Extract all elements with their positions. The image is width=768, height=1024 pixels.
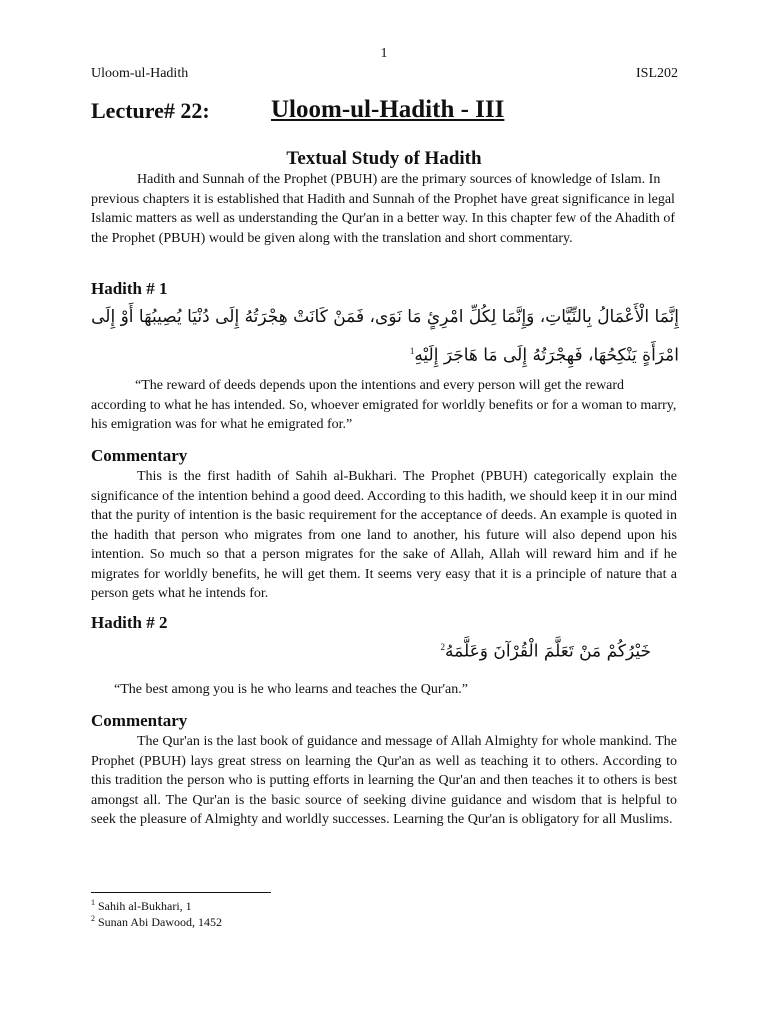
- lecture-heading: [91, 96, 681, 128]
- hadith-2-arabic-text: خَيْرُكُمْ مَنْ تَعَلَّمَ الْقُرْآنَ وَعَلَّمَهُ: [445, 641, 651, 662]
- hadith-2-heading: Hadith # 2: [91, 613, 168, 632]
- footnote-2-mark: 2: [91, 914, 95, 923]
- hadith-1-translation: “The reward of deeds depends upon the intentions and every person will get the reward according to what he has intended. So, whoever emigrated for worldly benefits or for a woman to marry, his emigration was for what he emigrated for.”: [91, 378, 677, 432]
- hadith-2-commentary-heading: Commentary: [91, 711, 188, 730]
- footnote-1-text: Sahih al-Bukhari, 1: [98, 899, 192, 913]
- hadith-1-commentary: This is the first hadith of Sahih al-Bukhari. The Prophet (PBUH) categorically explain the significance of the intention behind a good deed. According to this hadith, we should keep it in our mind that the purity of intention is the basic requirement for the acceptance of deeds. An example is quoted in the hadith that person who migrates from one land to another, his future will also depend upon his intention. So much so that a person migrates for the sake of Allah, Allah will reward him and if he migrates for worldly benefits, he will get them. It seems very easy that it is a principle of nature that a person gets what he intends for.: [91, 469, 677, 601]
- footnote-1-mark: 1: [91, 898, 95, 907]
- hadith-1-arabic: [91, 300, 679, 373]
- page-number: 1: [380, 46, 388, 61]
- lecture-title: Uloom-ul-Hadith - III: [271, 96, 505, 123]
- hadith-1-commentary-heading: Commentary: [91, 446, 188, 465]
- footnote-ref-2: 2: [440, 642, 446, 652]
- lecture-number: Lecture# 22:: [91, 98, 210, 123]
- hadith-2-translation: “The best among you is he who learns and teaches the Qur'an.”: [114, 682, 468, 697]
- footnote-2: [91, 914, 222, 930]
- hadith-1-arabic-text: إِنَّمَا الْأَعْمَالُ بِالنِّيَّاتِ، وَإِنَّمَا لِكُلِّ امْرِئٍ مَا نَوَى، فَمَنْ كَانَتْ هِجْرَتُهُ إِلَى دُنْيَا يُصِيبُهَا أَوْ إِلَى امْرَأَةٍ يَنْكِحُهَا، فَهِجْرَتُهُ إِلَى مَا هَاجَرَ إِلَيْهِ: [91, 307, 679, 366]
- footnote-1: [91, 898, 192, 914]
- section-title: Textual Study of Hadith: [286, 148, 482, 169]
- footnote-ref-1: 1: [409, 346, 415, 356]
- header-course-code: ISL202: [636, 66, 678, 81]
- footnote-divider: [91, 892, 271, 893]
- footnote-2-text: Sunan Abi Dawood, 1452: [98, 915, 222, 929]
- hadith-2-commentary: The Qur'an is the last book of guidance and message of Allah Almighty for whole mankind. The Prophet (PBUH) lays great stress on learning the Qur'an as well as teaching it to others. According to this tradition the person who is putting efforts in learning the Qur'an and then teaches it to others is best amongst all. The Qur'an is the basic source of seeking divine guidance and wisdom that is helpful to seek the pleasure of Almighty and worldly successes. Learning the Qur'an is obligatory for all Muslims.: [91, 734, 677, 827]
- intro-paragraph: Hadith and Sunnah of the Prophet (PBUH) are the primary sources of knowledge of Islam. In previous chapters it is established that Hadith and Sunnah of the Prophet have great significance in legal Islamic matters as well as understanding the Qur'an in a better way. In this chapter few of the Ahadith of the Prophet (PBUH) would be given along with the translation and short commentary.: [91, 172, 675, 246]
- hadith-2-arabic: [91, 630, 651, 669]
- hadith-1-heading: Hadith # 1: [91, 279, 168, 298]
- header-course-name: Uloom-ul-Hadith: [91, 66, 189, 81]
